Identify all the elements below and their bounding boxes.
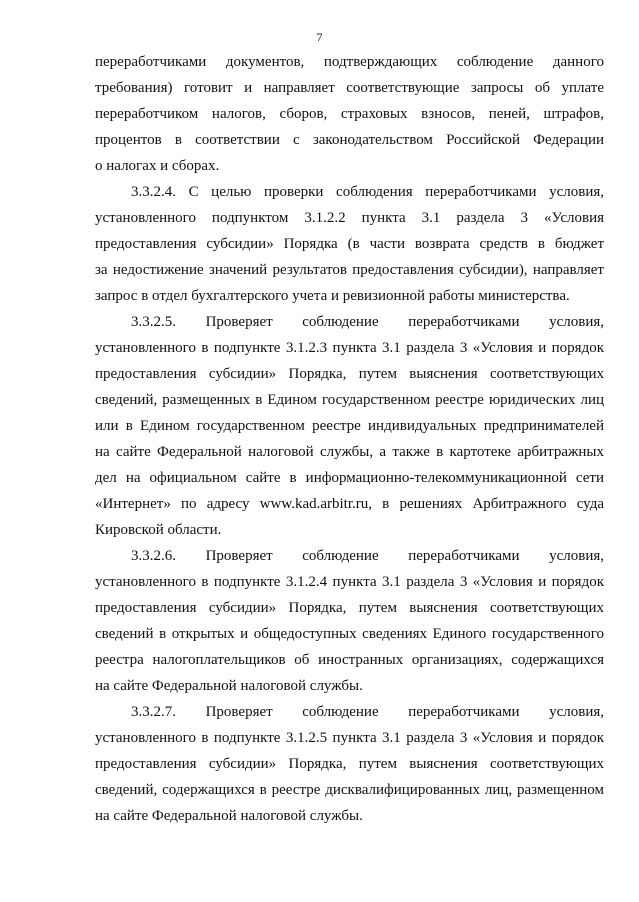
- text-line: за недостижение значений результатов предоставления субсидии), направляет: [95, 262, 604, 278]
- text-line: процентов в соответствии с законодательством Российской Федерации: [95, 132, 604, 148]
- text-line: запрос в отдел бухгалтерского учета и ревизионной работы министерства.: [95, 288, 570, 304]
- paragraph-3-3-2-6: [95, 543, 604, 699]
- text-line: предоставления субсидии» Порядка (в части возврата средств в бюджет: [95, 236, 604, 252]
- text-line: на сайте Федеральной налоговой службы, а также в картотеке арбитражных: [95, 444, 604, 460]
- text-line: требования) готовит и направляет соответствующие запросы об уплате: [95, 80, 604, 96]
- text-line: 3.3.2.7. Проверяет соблюдение переработчиками условия,: [131, 704, 604, 720]
- text-line: установленного в подпункте 3.1.2.5 пункта 3.1 раздела 3 «Условия и порядок: [95, 730, 604, 746]
- text-line: или в Едином государственном реестре индивидуальных предпринимателей: [95, 418, 604, 434]
- text-line: сведений в открытых и общедоступных сведениях Единого государственного: [95, 626, 604, 642]
- paragraph-3-3-2-4: [95, 179, 604, 309]
- text-line: предоставления субсидии» Порядка, путем выяснения соответствующих: [95, 366, 604, 382]
- paragraph-3-3-2-7: [95, 699, 604, 829]
- document-body: [95, 49, 604, 829]
- text-line: сведений, размещенных в Едином государственном реестре юридических лиц: [95, 392, 604, 408]
- text-line: на сайте Федеральной налоговой службы.: [95, 678, 363, 694]
- text-line: переработчиком налогов, сборов, страховых взносов, пеней, штрафов,: [95, 106, 604, 122]
- text-line: «Интернет» по адресу www.kad.arbitr.ru, в решениях Арбитражного суда: [95, 496, 604, 512]
- text-line: реестра налогоплательщиков об иностранных организациях, содержащихся: [95, 652, 604, 668]
- text-line: 3.3.2.6. Проверяет соблюдение переработчиками условия,: [131, 548, 604, 564]
- text-line: установленного подпунктом 3.1.2.2 пункта 3.1 раздела 3 «Условия: [95, 210, 604, 226]
- text-line: 3.3.2.4. С целью проверки соблюдения переработчиками условия,: [131, 184, 604, 200]
- text-line: Кировской области.: [95, 522, 222, 538]
- text-line: переработчиками документов, подтверждающих соблюдение данного: [95, 54, 604, 70]
- text-line: установленного в подпункте 3.1.2.3 пункта 3.1 раздела 3 «Условия и порядок: [95, 340, 604, 356]
- page-number: 7: [316, 30, 323, 44]
- text-line: дел на официальном сайте в информационно-телекоммуникационной сети: [95, 470, 604, 486]
- paragraph-3-3-2-5: [95, 309, 604, 543]
- text-line: установленного в подпункте 3.1.2.4 пункта 3.1 раздела 3 «Условия и порядок: [95, 574, 604, 590]
- text-line: сведений, содержащихся в реестре дисквалифицированных лиц, размещенном: [95, 782, 604, 798]
- text-line: о налогах и сборах.: [95, 158, 220, 174]
- text-line: предоставления субсидии» Порядка, путем выяснения соответствующих: [95, 756, 604, 772]
- text-line: 3.3.2.5. Проверяет соблюдение переработчиками условия,: [131, 314, 604, 330]
- paragraph-continuation: [95, 49, 604, 179]
- text-line: на сайте Федеральной налоговой службы.: [95, 808, 363, 824]
- text-line: предоставления субсидии» Порядка, путем выяснения соответствующих: [95, 600, 604, 616]
